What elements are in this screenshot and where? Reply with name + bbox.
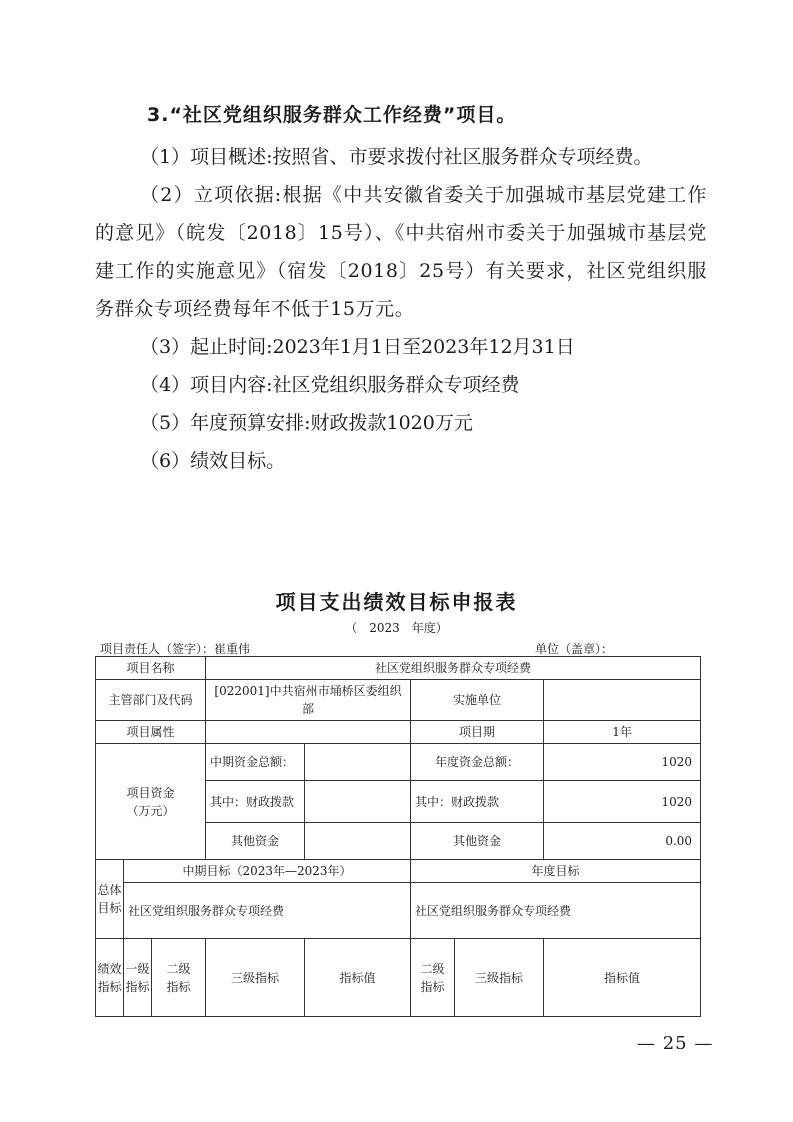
level3-label: 三级指标 (206, 939, 305, 1017)
mid-other-value (305, 823, 411, 860)
para-text: （1）项目概述:按照省、市要求拨付社区服务群众专项经费。 (140, 146, 653, 168)
annual-goal-header: 年度目标 (411, 860, 701, 883)
level3-label-b: 三级指标 (455, 939, 544, 1017)
table-row (96, 860, 701, 883)
level2-label-b: 二级指标 (411, 939, 455, 1017)
table-row (96, 680, 701, 721)
table-year: （ 2023 年度） (345, 621, 448, 635)
para-text: （4）项目内容:社区党组织服务群众专项经费 (140, 374, 520, 396)
period-label: 项目期 (411, 721, 544, 744)
period-value: 1年 (544, 721, 701, 744)
paragraph-overview (95, 138, 707, 176)
attr-value (206, 721, 411, 744)
table-row (96, 939, 701, 1017)
impl-unit-label: 实施单位 (411, 680, 544, 721)
unit-seal: 单位（盖章）： (535, 642, 614, 656)
mid-total-label: 中期资金总额： (206, 744, 305, 781)
impl-unit-value (544, 680, 701, 721)
annual-fiscal-value: 1020 (544, 781, 701, 823)
mid-other-label: 其他资金 (206, 823, 305, 860)
table-row (96, 744, 701, 781)
dept-value: [022001]中共宿州市埇桥区委组织部 (206, 680, 411, 721)
para-text: （6）绩效目标。 (140, 450, 286, 472)
paragraph-goals (95, 442, 707, 480)
funds-label: 项目资金（万元） (96, 744, 206, 860)
table-row (96, 657, 701, 680)
overall-goal-label: 总体目标 (96, 860, 124, 939)
annual-total-value: 1020 (544, 744, 701, 781)
table-row (96, 883, 701, 939)
page-number: — 25 — (637, 1033, 714, 1054)
section-heading: 3.“社区党组织服务群众工作经费”项目。 (147, 104, 517, 126)
mid-fiscal-value (305, 781, 411, 823)
mid-total-value (305, 744, 411, 781)
table-row (96, 721, 701, 744)
paragraph-basis (95, 176, 707, 328)
annual-other-value: 0.00 (544, 823, 701, 860)
responsible-person: 项目责任人（签字）：崔重伟 (100, 642, 251, 656)
level2-label: 二级指标 (152, 939, 206, 1017)
para-text: （2）立项依据:根据《中共安徽省委关于加强城市基层党建工作的意见》（皖发〔2018〕15号）、《中共宿州市委关于加强城市基层党建工作的实施意见》（宿发〔2018〕25号）有关要求，社区党组织服务群众专项经费每年不低于15万元。 (95, 184, 707, 320)
mid-goal-header: 中期目标（2023年—2023年） (124, 860, 411, 883)
dept-label: 主管部门及代码 (96, 680, 206, 721)
para-text: （3）起止时间:2023年1月1日至2023年12月31日 (140, 336, 575, 358)
annual-fiscal-label: 其中：财政拨款 (411, 781, 544, 823)
level1-label: 一级指标 (124, 939, 152, 1017)
performance-table (95, 656, 701, 1017)
project-name-label: 项目名称 (96, 657, 206, 680)
value-label: 指标值 (305, 939, 411, 1017)
annual-goal-text: 社区党组织服务群众专项经费 (411, 883, 701, 939)
perf-indicator-label: 绩效指标 (96, 939, 124, 1017)
paragraph-content (95, 366, 707, 404)
paragraph-budget (95, 404, 707, 442)
paragraph-period (95, 328, 707, 366)
mid-fiscal-label: 其中：财政拨款 (206, 781, 305, 823)
mid-goal-text: 社区党组织服务群众专项经费 (124, 883, 411, 939)
project-name-value: 社区党组织服务群众专项经费 (206, 657, 701, 680)
attr-label: 项目属性 (96, 721, 206, 744)
value-label-b: 指标值 (544, 939, 701, 1017)
table-title: 项目支出绩效目标申报表 (275, 590, 518, 614)
para-text: （5）年度预算安排:财政拨款1020万元 (140, 412, 473, 434)
annual-total-label: 年度资金总额： (411, 744, 544, 781)
annual-other-label: 其他资金 (411, 823, 544, 860)
